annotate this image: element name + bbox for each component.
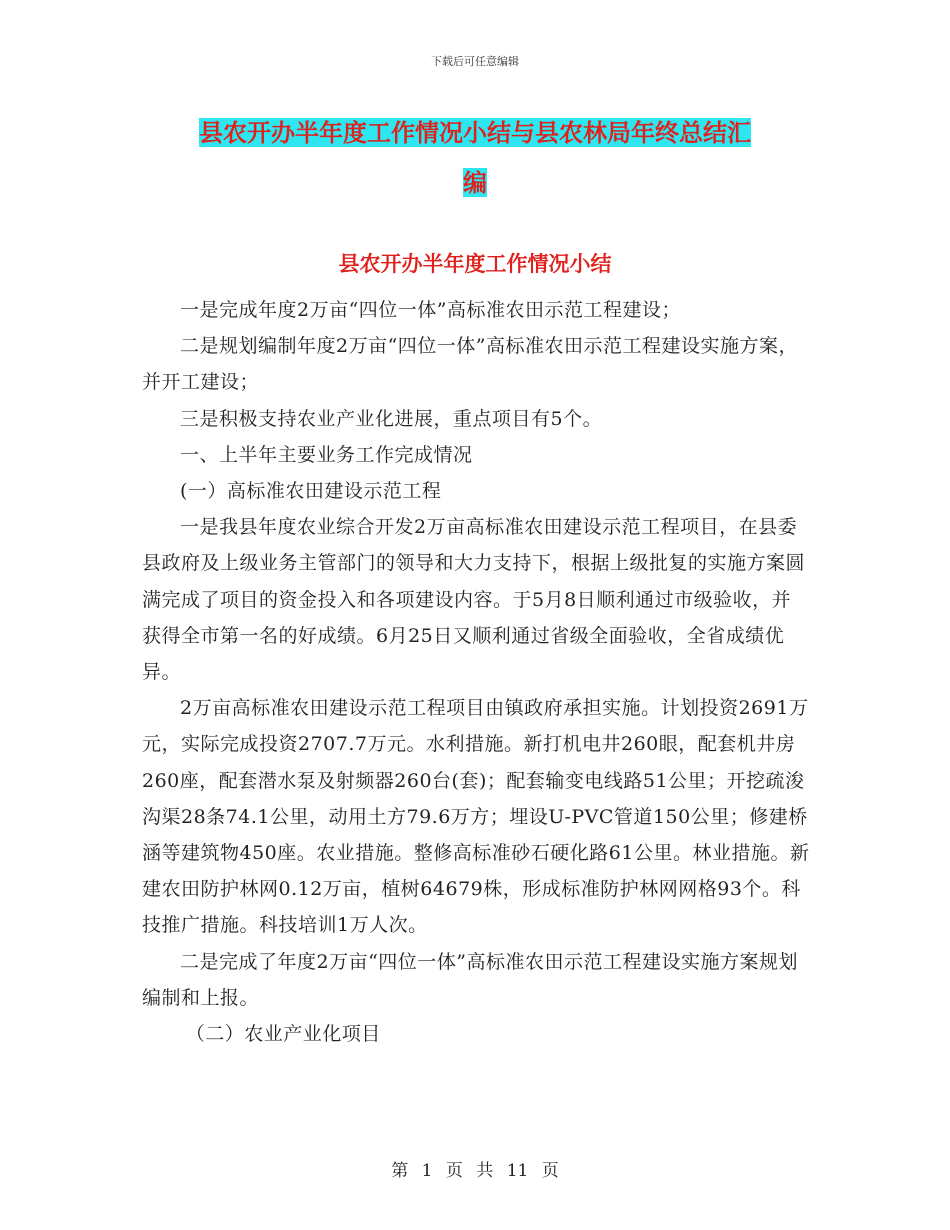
paragraph: （二）农业产业化项目 xyxy=(185,1023,381,1046)
page-number: 1 xyxy=(421,1161,433,1181)
document-title-line2: 编 xyxy=(463,168,487,197)
document-title xyxy=(140,108,810,208)
section-title: 县农开办半年度工作情况小结 xyxy=(338,251,612,276)
paragraph: 一是完成年度2万亩“四位一体”高标准农田示范工程建设； xyxy=(180,299,682,321)
paragraph: (一）高标准农田建设示范工程 xyxy=(180,480,442,503)
paragraph: 二是完成了年度2万亩“四位一体”高标准农田示范工程建设实施方案规划编制和上报。 xyxy=(142,950,799,1009)
paragraph: 二是规划编制年度2万亩“四位一体”高标准农田示范工程建设实施方案，并开工建设； xyxy=(142,335,799,394)
page-label: 第 xyxy=(391,1161,409,1181)
paragraph: 2万亩高标准农田建设示范工程项目由镇政府承担实施。计划投资2691万元，实际完成投资2707.7万元。水利措施。新打机电井260眼，配套机井房260座，配套潜水泵及射频器260台(套)；配套输变电线路51公里；开挖疏浚沟渠28条74.1公里，动用土方79.6万方；埋设U-PVC管道150公里；修建桥涵等建筑物450座。农业措施。整修高标准砂石硬化路61公里。林业措施。新建农田防护林网0.12万亩，植树64679株，形成标准防护林网网格93个。科技推广措施。科技培训1万人次。 xyxy=(142,697,810,937)
document-body xyxy=(142,292,810,1052)
total-label: 共 xyxy=(476,1161,494,1181)
total-unit: 页 xyxy=(541,1161,559,1181)
page-footer xyxy=(0,1156,950,1181)
page-unit: 页 xyxy=(445,1161,463,1181)
document-title-line1: 县农开办半年度工作情况小结与县农林局年终总结汇 xyxy=(199,118,751,147)
header-note: 下载后可任意编辑 xyxy=(431,55,519,68)
paragraph: 一、上半年主要业务工作完成情况 xyxy=(180,443,473,466)
paragraph: 一是我县年度农业综合开发2万亩高标准农田建设示范工程项目，在县委县政府及上级业务主管部门的领导和大力支持下，根据上级批复的实施方案圆满完成了项目的资金投入和各项建设内容。于5月8日顺利通过市级验收，并获得全市第一名的好成绩。6月25日又顺利通过省级全面验收，全省成绩优异。 xyxy=(142,516,806,684)
total-pages: 11 xyxy=(506,1161,529,1181)
paragraph: 三是积极支持农业产业化进展，重点项目有5个。 xyxy=(180,407,603,430)
